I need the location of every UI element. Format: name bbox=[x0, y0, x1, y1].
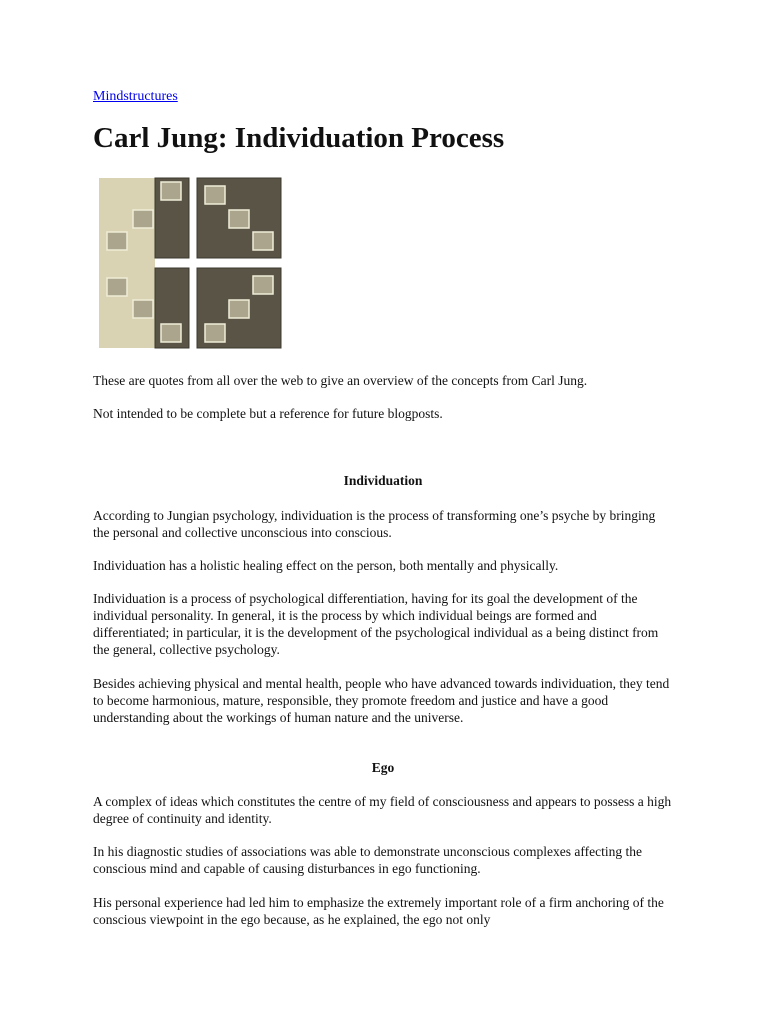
breadcrumb-link[interactable]: Mindstructures bbox=[93, 89, 178, 104]
body-paragraph: In his diagnostic studies of associations was able to demonstrate unconscious complexes affecting the conscious mind and capable of causing disturbances in ego functioning. bbox=[93, 844, 642, 876]
jung-quadrant-squares-icon bbox=[97, 176, 283, 350]
intro-paragraph: These are quotes from all over the web to give an overview of the concepts from Carl Jung. bbox=[93, 373, 588, 388]
body-paragraph: Individuation is a process of psychological differentiation, having for its goal the development of the individual personality. In general, it is the process by which individual beings are formed and differentiated; in particular, it is the development of the psychological individual as a being distinct from the general, collective psychology. bbox=[93, 591, 659, 657]
body-paragraph: Individuation has a holistic healing effect on the person, both mentally and physically. bbox=[93, 558, 559, 573]
body-paragraph: According to Jungian psychology, individuation is the process of transforming one’s psyche by bringing the personal and collective unconscious into conscious. bbox=[93, 508, 656, 540]
body-paragraph: A complex of ideas which constitutes the centre of my field of consciousness and appears to possess a high degree of continuity and identity. bbox=[93, 794, 672, 826]
intro-paragraph: Not intended to be complete but a reference for future blogposts. bbox=[93, 406, 443, 421]
page-title: Carl Jung: Individuation Process bbox=[93, 122, 505, 154]
body-paragraph: His personal experience had led him to emphasize the extremely important role of a firm anchoring of the conscious viewpoint in the ego because, as he explained, the ego not only bbox=[93, 895, 664, 927]
section-heading: Individuation bbox=[343, 473, 423, 488]
section-heading: Ego bbox=[371, 760, 395, 775]
body-paragraph: Besides achieving physical and mental health, people who have advanced towards individuation, they tend to become harmonious, mature, responsible, they promote freedom and justice and have a good understanding about the workings of human nature and the universe. bbox=[93, 676, 670, 725]
